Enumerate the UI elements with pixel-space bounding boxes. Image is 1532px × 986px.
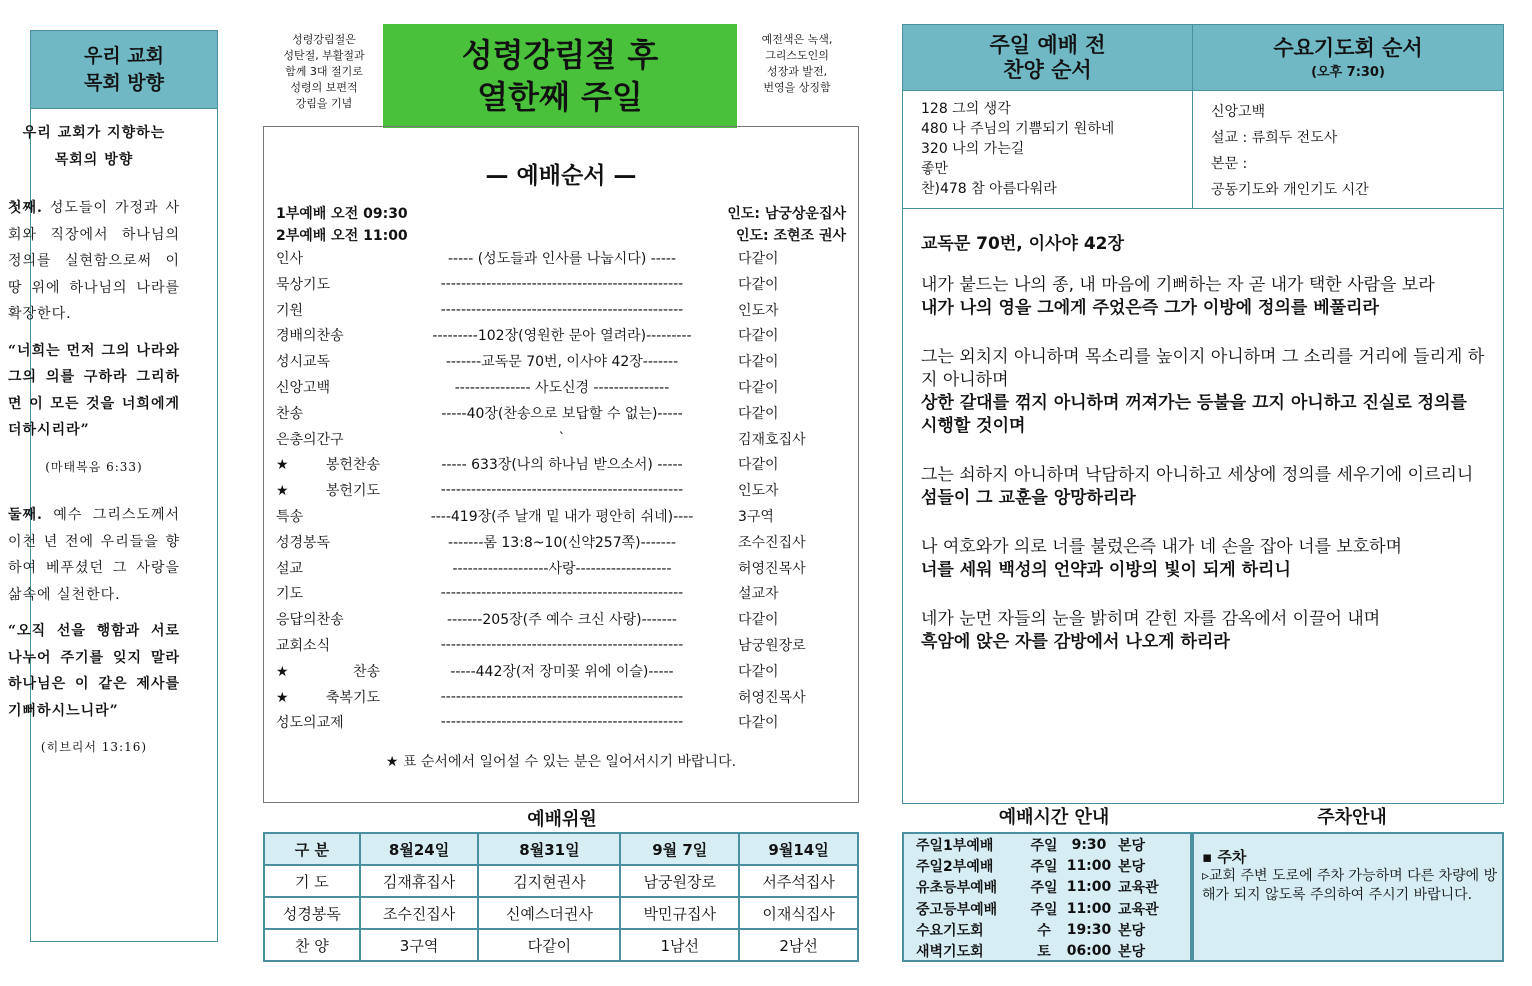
worship-order-row bbox=[276, 606, 846, 632]
sunday-title-line-2: 열한째 주일 bbox=[477, 78, 643, 116]
order-item-name: 성경봉독 bbox=[276, 534, 331, 551]
order-item-person: 설교자 bbox=[738, 586, 779, 603]
order-item-name: 인사 bbox=[276, 251, 304, 267]
church-direction-body bbox=[8, 120, 180, 771]
note-line: 예전색은 녹색, bbox=[761, 33, 833, 46]
worship-order-row bbox=[276, 658, 846, 684]
committee-row bbox=[264, 865, 858, 897]
wednesday-item: 설교 : 류희두 전도사 bbox=[1211, 130, 1338, 146]
wednesday-item-list bbox=[1193, 91, 1503, 209]
worship-time-day: 주일 bbox=[1030, 880, 1058, 897]
committee-cell: 이재식집사 bbox=[739, 897, 858, 929]
praise-order-header bbox=[903, 25, 1193, 91]
order-item-name: 설교 bbox=[276, 560, 304, 577]
worship-time-hour: 11:00 bbox=[1066, 879, 1112, 896]
order-item-person: 다같이 bbox=[738, 380, 779, 396]
worship-time-hour: 06:00 bbox=[1066, 943, 1112, 960]
scripture-response-line: 너를 세워 백성의 언약과 이방의 빛이 되게 하리니 bbox=[921, 560, 1291, 580]
direction-second bbox=[8, 502, 180, 608]
committee-header-cell: 9월 7일 bbox=[620, 833, 739, 865]
order-item-person: 인도자 bbox=[738, 483, 779, 500]
wednesday-title: 수요기도회 순서 bbox=[1273, 36, 1423, 60]
order-item-person: 다같이 bbox=[738, 715, 779, 732]
worship-time-row bbox=[916, 877, 1186, 898]
worship-time-day: 수 bbox=[1037, 922, 1051, 939]
order-item-name: 기원 bbox=[276, 302, 304, 319]
committee-header-cell: 8월24일 bbox=[360, 833, 479, 865]
note-line: 성령강림절은 bbox=[292, 33, 356, 46]
scripture-leader-line: 나 여호와가 의로 너를 불렀은즉 내가 네 손을 잡아 너를 보호하며 bbox=[921, 537, 1403, 557]
second-label: 둘째. bbox=[8, 507, 43, 523]
worship-time-hour: 11:00 bbox=[1066, 857, 1112, 874]
first-label: 첫째. bbox=[8, 200, 43, 216]
scripture-leader-line: 네가 눈먼 자들의 눈을 밝히며 갇힌 자를 감옥에서 이끌어 내며 bbox=[921, 609, 1381, 629]
order-item-person: 김재호집사 bbox=[738, 431, 806, 448]
first-quote: “너희는 먼저 그의 나라와 그의 의를 구하라 그리하면 이 모든 것을 너희에게 더하시리라” bbox=[8, 342, 180, 438]
order-item-person: 다같이 bbox=[738, 457, 779, 474]
second-text: 예수 그리스도께서 이천 년 전에 우리들을 향하여 베푸셨던 그 사랑을 삶속에 실천한다. bbox=[8, 507, 180, 603]
order-item-detail: ----419장(주 날개 밑 내가 평안히 쉬네)---- bbox=[430, 509, 694, 525]
scripture-heading: 교독문 70번, 이사야 42장 bbox=[921, 234, 1124, 254]
committee-header-cell: 구 분 bbox=[264, 833, 360, 865]
praise-hymn-item: 320 나의 가는길 bbox=[921, 141, 1025, 157]
note-line: 함께 3대 절기로 bbox=[285, 65, 363, 78]
second-quote: “오직 선을 행함과 서로 나누어 주기를 잊지 말라 하나님은 이 같은 제사를 기뻐하시느니라” bbox=[8, 623, 180, 719]
committee-cell: 서주석집사 bbox=[739, 865, 858, 897]
worship-time-row bbox=[916, 855, 1186, 876]
scripture-verse bbox=[921, 464, 1489, 510]
praise-hymn-item: 좋만 bbox=[921, 161, 949, 177]
worship-time-place: 교육관 bbox=[1118, 880, 1159, 897]
first-text: 성도들이 가정과 사회와 직장에서 하나님의 정의를 실현함으로써 이 땅 위에 하나님의 나라를 확장한다. bbox=[8, 200, 181, 322]
scripture-verse bbox=[921, 346, 1489, 438]
order-item-name: 묵상기도 bbox=[276, 276, 331, 293]
worship-order-row bbox=[276, 503, 846, 529]
direction-first bbox=[8, 195, 180, 328]
order-item-name: 경배의찬송 bbox=[276, 328, 344, 345]
worship-order-row bbox=[276, 529, 846, 555]
order-item-detail: -------롬 13:8~10(신약257쪽)------- bbox=[448, 534, 676, 551]
service-time-label: 2부예배 오전 11:00 bbox=[276, 228, 408, 244]
church-direction-header bbox=[31, 31, 217, 109]
order-item-detail: -------교독문 70번, 이사야 42장------- bbox=[445, 354, 679, 371]
sunday-title-box bbox=[383, 24, 737, 128]
service-leader: 인도: 조현조 권사 bbox=[735, 228, 846, 244]
wednesday-item: 본문 : bbox=[1211, 156, 1248, 172]
worship-service-time bbox=[276, 203, 846, 223]
note-line: 강림을 기념 bbox=[295, 97, 353, 110]
direction-title bbox=[8, 120, 180, 173]
order-item-name: 은총의간구 bbox=[276, 431, 344, 448]
worship-time-row bbox=[916, 898, 1186, 919]
worship-time-row bbox=[916, 940, 1186, 961]
committee-cell: 조수진집사 bbox=[360, 897, 479, 929]
committee-cell: 3구역 bbox=[360, 929, 479, 961]
second-ref: (히브리서 13:16) bbox=[40, 740, 148, 754]
committee-cell: 박민규집사 bbox=[620, 897, 739, 929]
worship-order-row bbox=[276, 400, 846, 426]
order-item-name: 찬송 bbox=[276, 405, 304, 422]
committee-row bbox=[264, 929, 858, 961]
order-item-person: 다같이 bbox=[738, 276, 779, 293]
note-line: 성령의 보편적 bbox=[290, 81, 358, 94]
order-item-detail: -------------------사랑------------------- bbox=[452, 560, 672, 577]
worship-time-hour: 19:30 bbox=[1066, 921, 1112, 938]
committee-cell: 기 도 bbox=[264, 865, 360, 897]
committee-cell: 김지현권사 bbox=[478, 865, 620, 897]
order-item-name: 교회소식 bbox=[276, 638, 331, 654]
order-item-detail: -----442장(저 장미꽃 위에 이슬)----- bbox=[450, 663, 674, 680]
order-item-name: ★봉헌기도 bbox=[276, 483, 380, 500]
worship-time-name: 주일1부예배 bbox=[916, 837, 994, 854]
worship-order-row bbox=[276, 477, 846, 503]
worship-order-row bbox=[276, 709, 846, 735]
order-item-person: 허영진목사 bbox=[738, 560, 806, 577]
order-item-detail: -------205장(주 예수 크신 사랑)------- bbox=[447, 612, 677, 629]
scripture-verse bbox=[921, 536, 1489, 582]
praise-title-line-2: 찬양 순서 bbox=[1003, 57, 1092, 82]
wednesday-time: (오후 7:30) bbox=[1311, 65, 1385, 80]
worship-time-hour: 9:30 bbox=[1071, 836, 1107, 853]
committee-header-cell: 9월14일 bbox=[739, 833, 858, 865]
worship-time-day: 주일 bbox=[1030, 901, 1058, 918]
order-item-name: 기도 bbox=[276, 586, 304, 603]
order-item-detail: ------------------------------------------------ bbox=[440, 688, 684, 705]
order-item-detail: ------------------------------------------------ bbox=[440, 714, 684, 731]
direction-title-line-2: 목회의 방향 bbox=[54, 151, 134, 168]
order-item-detail: ------------------------------------------------ bbox=[440, 301, 684, 318]
praise-title-line-1: 주일 예배 전 bbox=[989, 32, 1106, 57]
worship-time-day: 주일 bbox=[1030, 858, 1058, 875]
scripture-response-line: 흑암에 앉은 자를 감방에서 나오게 하리라 bbox=[921, 632, 1230, 652]
order-item-person: 3구역 bbox=[738, 509, 774, 525]
note-line: 성장과 발전, bbox=[766, 65, 828, 78]
worship-time-day: 주일 bbox=[1030, 837, 1058, 854]
order-item-detail: --------------- 사도신경 --------------- bbox=[454, 380, 670, 396]
scripture-leader-line: 내가 붙드는 나의 종, 내 마음에 기뻐하는 자 곧 내가 택한 사람을 보라 bbox=[921, 275, 1435, 295]
worship-order-row bbox=[276, 684, 846, 710]
parking-box bbox=[1192, 832, 1504, 962]
header-line-1: 우리 교회 bbox=[83, 44, 165, 67]
worship-time-day: 토 bbox=[1037, 944, 1051, 961]
order-item-name: ★봉헌찬송 bbox=[276, 457, 380, 474]
order-item-detail: ----- 633장(나의 하나님 받으소서) ----- bbox=[441, 457, 683, 474]
praise-hymn-item: 찬)478 참 아름다워라 bbox=[921, 181, 1057, 197]
order-item-person: 다같이 bbox=[738, 663, 779, 680]
worship-time-row bbox=[916, 834, 1186, 855]
service-time-label: 1부예배 오전 09:30 bbox=[276, 206, 408, 222]
order-item-person: 남궁원장로 bbox=[738, 638, 806, 654]
worship-time-name: 중고등부예배 bbox=[916, 901, 998, 918]
order-item-detail: ` bbox=[558, 430, 566, 447]
committee-cell: 성경봉독 bbox=[264, 897, 360, 929]
committee-header-cell: 8월31일 bbox=[478, 833, 620, 865]
worship-time-hour: 11:00 bbox=[1066, 900, 1112, 917]
parking-text: ▹교회 주변 도로에 주차 가능하며 다른 차량에 방해가 되지 않도록 주의하여 주시기 바랍니다. bbox=[1202, 868, 1498, 903]
worship-order-row bbox=[276, 580, 846, 606]
order-item-name: ★축복기도 bbox=[276, 689, 380, 706]
first-ref: (마태복음 6:33) bbox=[45, 459, 143, 474]
praise-hymn-item: 480 나 주님의 기쁨되기 원하네 bbox=[921, 121, 1115, 137]
order-item-person: 인도자 bbox=[738, 302, 779, 319]
order-item-name: 응답의찬송 bbox=[276, 612, 344, 629]
praise-hymn-list bbox=[903, 91, 1193, 209]
order-item-person: 허영진목사 bbox=[738, 689, 806, 706]
committee-cell: 찬 양 bbox=[264, 929, 360, 961]
worship-service-time bbox=[276, 225, 846, 245]
scripture-leader-line: 그는 외치지 아니하며 목소리를 높이지 아니하며 그 소리를 거리에 들리게 하지 아니하며 bbox=[921, 347, 1485, 390]
worship-time-name: 유초등부예배 bbox=[916, 880, 998, 897]
order-item-name: 신앙고백 bbox=[276, 380, 331, 396]
order-item-name: 특송 bbox=[276, 509, 304, 525]
worship-time-place: 본당 bbox=[1118, 922, 1146, 939]
order-item-name: ★찬송 bbox=[276, 663, 380, 680]
committee-header-row bbox=[264, 833, 858, 865]
committee-cell: 1남선 bbox=[620, 929, 739, 961]
order-item-detail: ------------------------------------------------ bbox=[440, 275, 684, 292]
order-item-name: 성시교독 bbox=[276, 354, 331, 371]
order-item-detail: ------------------------------------------------ bbox=[440, 585, 684, 602]
order-item-person: 다같이 bbox=[738, 354, 779, 371]
worship-time-name: 주일2부예배 bbox=[916, 858, 994, 875]
order-item-person: 다같이 bbox=[738, 251, 779, 267]
worship-order-row bbox=[276, 271, 846, 297]
direction-title-line-1: 우리 교회가 지향하는 bbox=[22, 125, 166, 141]
worship-time-place: 본당 bbox=[1118, 837, 1146, 854]
committee-row bbox=[264, 897, 858, 929]
order-item-name: 성도의교제 bbox=[276, 715, 344, 732]
standing-note: ★ 표 순서에서 일어설 수 있는 분은 일어서시기 바랍니다. bbox=[385, 754, 737, 770]
worship-time-place: 교육관 bbox=[1118, 901, 1159, 918]
scripture-response-line: 내가 나의 영을 그에게 주었은즉 그가 이방에 정의를 베풀리라 bbox=[921, 298, 1379, 318]
wednesday-item: 공동기도와 개인기도 시간 bbox=[1211, 182, 1369, 198]
parking-title: 주차안내 bbox=[1317, 807, 1387, 828]
order-item-person: 조수진집사 bbox=[738, 534, 806, 551]
order-item-person: 다같이 bbox=[738, 328, 779, 345]
praise-hymn-item: 128 그의 생각 bbox=[921, 101, 1011, 117]
parking-head: ▪ 주차 bbox=[1202, 848, 1247, 866]
order-item-detail: ------------------------------------------------ bbox=[440, 482, 684, 499]
worship-order-row bbox=[276, 322, 846, 348]
order-item-person: 다같이 bbox=[738, 612, 779, 629]
liturgical-color-note bbox=[742, 32, 852, 96]
pentecost-note bbox=[268, 32, 380, 112]
order-item-person: 다같이 bbox=[738, 405, 779, 422]
note-line: 그리스도인의 bbox=[765, 49, 829, 62]
worship-times-title: 예배시간 안내 bbox=[998, 807, 1110, 828]
order-item-detail: ------------------------------------------------ bbox=[440, 637, 684, 653]
wednesday-order-header bbox=[1193, 25, 1503, 91]
worship-order-row bbox=[276, 297, 846, 323]
worship-order-row bbox=[276, 451, 846, 477]
scripture-verse bbox=[921, 274, 1489, 320]
worship-order-row bbox=[276, 348, 846, 374]
worship-order-heading: — 예배순서 — bbox=[485, 163, 637, 189]
worship-order-row bbox=[276, 426, 846, 452]
worship-order-box bbox=[263, 126, 859, 803]
note-line: 번영을 상징함 bbox=[763, 81, 831, 94]
service-leader: 인도: 남궁상운집사 bbox=[727, 206, 846, 222]
worship-time-name: 수요기도회 bbox=[916, 922, 984, 939]
scripture-response-line: 섬들이 그 교훈을 앙망하리라 bbox=[921, 488, 1136, 508]
worship-times-box bbox=[902, 832, 1192, 962]
committee-title: 예배위원 bbox=[527, 809, 597, 830]
order-item-detail: ----- (성도들과 인사를 나눕시다) ----- bbox=[447, 251, 676, 267]
worship-order-row bbox=[276, 374, 846, 400]
committee-table bbox=[263, 832, 859, 962]
worship-order-row bbox=[276, 632, 846, 658]
note-line: 성탄절, 부활절과 bbox=[283, 49, 365, 62]
worship-order-row bbox=[276, 245, 846, 271]
scripture-leader-line: 그는 쇠하지 아니하며 낙담하지 아니하고 세상에 정의를 세우기에 이르리니 bbox=[921, 465, 1474, 485]
committee-cell: 남궁원장로 bbox=[620, 865, 739, 897]
committee-cell: 다같이 bbox=[478, 929, 620, 961]
worship-time-name: 새벽기도회 bbox=[916, 944, 984, 961]
worship-time-row bbox=[916, 919, 1186, 940]
worship-order-row bbox=[276, 555, 846, 581]
worship-time-place: 본당 bbox=[1118, 944, 1146, 961]
wednesday-item: 신앙고백 bbox=[1211, 104, 1266, 120]
worship-time-place: 본당 bbox=[1118, 858, 1146, 875]
committee-cell: 2남선 bbox=[739, 929, 858, 961]
order-item-detail: ---------102장(영원한 문아 열려라)--------- bbox=[432, 328, 692, 345]
sunday-title-line-1: 성령강림절 후 bbox=[461, 36, 659, 74]
scripture-verse bbox=[921, 608, 1489, 654]
header-line-2: 목회 방향 bbox=[83, 71, 165, 94]
committee-cell: 김재휴집사 bbox=[360, 865, 479, 897]
order-item-detail: -----40장(찬송으로 보답할 수 없는)----- bbox=[441, 405, 683, 422]
scripture-response-line: 상한 갈대를 꺾지 아니하며 꺼져가는 등불을 끄지 아니하고 진실로 정의를 시행할 것이며 bbox=[921, 393, 1467, 436]
committee-cell: 신예스더권사 bbox=[478, 897, 620, 929]
right-info-box bbox=[902, 24, 1504, 804]
scripture-reading bbox=[921, 233, 1489, 680]
